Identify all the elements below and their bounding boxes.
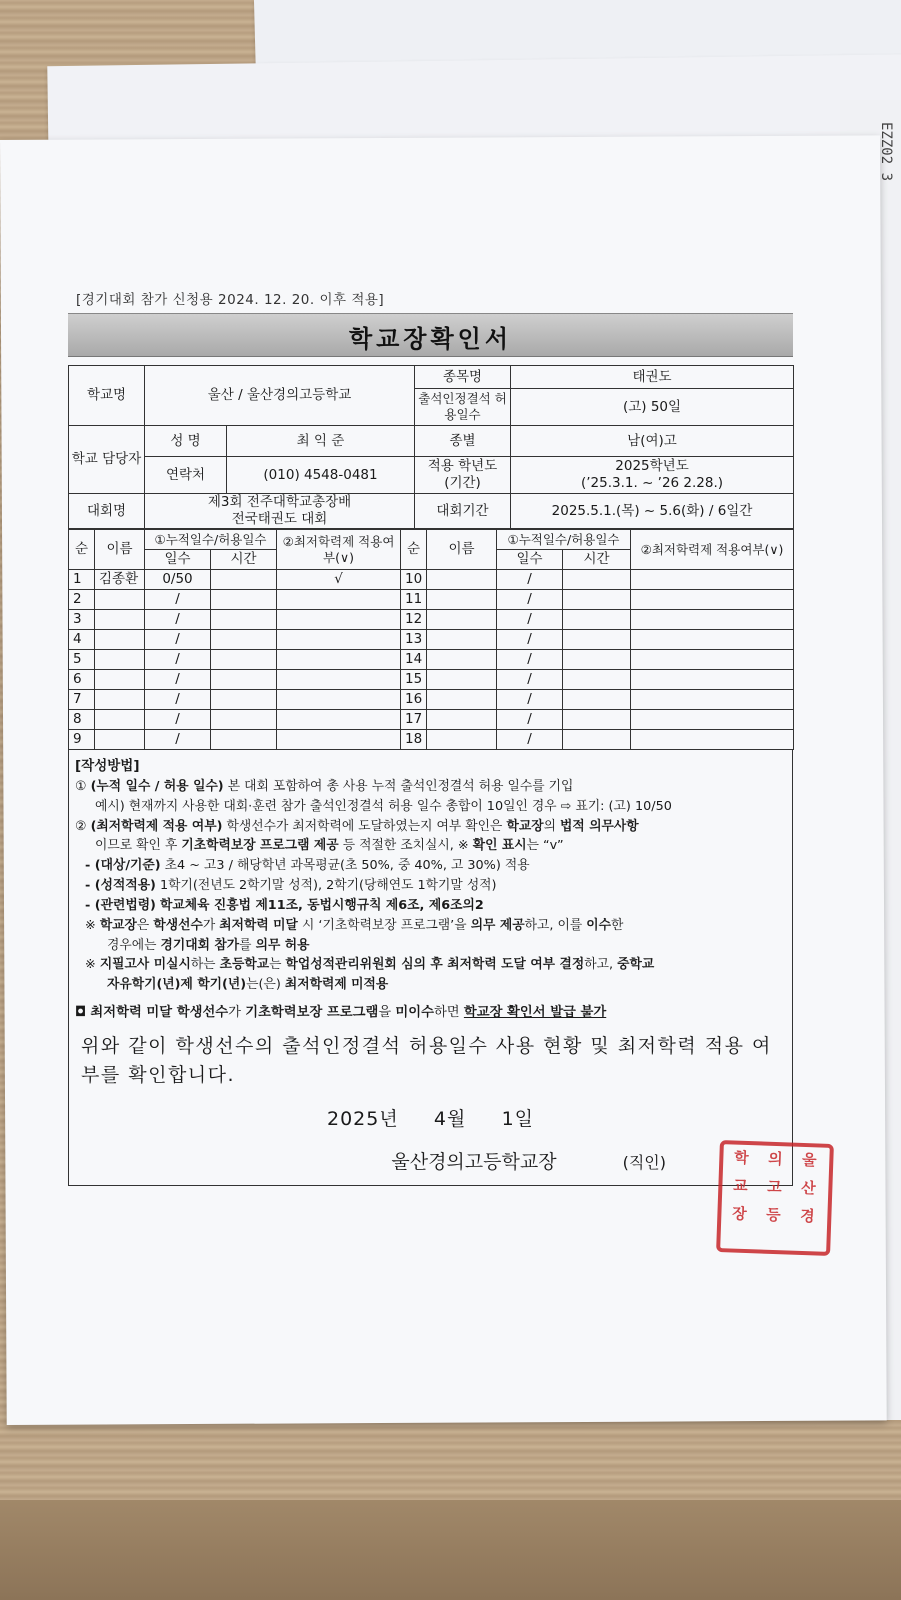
row-days: / — [497, 690, 563, 710]
row-check — [277, 650, 401, 670]
row-check — [631, 610, 794, 630]
school-value: 울산 / 울산경의고등학교 — [145, 366, 415, 426]
row-no: 2 — [69, 590, 95, 610]
row-name — [427, 630, 497, 650]
warning-icon: ◘ — [75, 1005, 87, 1021]
item-bold: 자유학기(년)제 학기(년) — [107, 977, 247, 993]
item-text: 의 — [543, 818, 556, 834]
principal-name: 울산경의고등학교장 — [391, 1150, 557, 1173]
row-check — [631, 670, 794, 690]
header-note: [경기대회 참가 신청용 2024. 12. 20. 이후 적용] — [76, 292, 385, 308]
item-text: 학생선수가 최저학력에 도달하였는지 여부 확인은 — [226, 818, 503, 834]
row-days: / — [145, 710, 211, 730]
row-no: 17 — [401, 710, 427, 730]
item-text: 시 ‘기초학력보장 프로그램’을 — [301, 917, 467, 933]
method-item-1-example: 예시) 현재까지 사용한 대회·훈련 참가 출석인정결석 허용 일수 총합이 10일인 경우 ⇨ 표기: (고) 10/50 — [95, 798, 672, 814]
row-no: 9 — [69, 730, 95, 750]
row-name — [95, 630, 145, 650]
year-label: 적용 학년도 (기간) — [415, 457, 511, 494]
row-time — [211, 590, 277, 610]
seal-char: 경 — [799, 1206, 815, 1226]
row-no: 11 — [401, 590, 427, 610]
seal-char: 울 — [801, 1150, 817, 1170]
item-bold: 학교장 — [506, 818, 544, 834]
row-days: / — [497, 710, 563, 730]
allowed-days-label: 출석인정결석 허용일수 — [415, 389, 511, 426]
confirm-text: 위와 같이 학생선수의 출석인정결석 허용일수 사용 현황 및 최저학력 적용 여부를 확인합니다. — [81, 1034, 772, 1087]
event-cell — [145, 494, 415, 529]
row-time — [563, 650, 631, 670]
row-time — [211, 610, 277, 630]
row-check — [277, 590, 401, 610]
info-table — [68, 365, 794, 529]
row-name — [95, 670, 145, 690]
row-time — [211, 710, 277, 730]
item-bold: 지필고사 미실시 — [99, 957, 191, 973]
table-row — [69, 710, 794, 730]
method-note-1 — [75, 916, 786, 936]
item-bold: - (성적적용) — [85, 878, 156, 894]
row-name: 김종환 — [95, 570, 145, 590]
method-note-1-line2 — [75, 936, 786, 956]
row-no: 5 — [69, 650, 95, 670]
document — [68, 288, 793, 1186]
period-label: 대회기간 — [415, 494, 511, 529]
item-bold: 이수 — [586, 917, 611, 933]
item-text: 한 — [611, 917, 624, 933]
row-time — [211, 570, 277, 590]
col-days: 일수 — [497, 550, 563, 570]
seal-char: 고 — [766, 1177, 782, 1197]
row-days: / — [145, 730, 211, 750]
seal-char: 산 — [800, 1178, 816, 1198]
col-no: 순 — [401, 530, 427, 570]
row-no: 3 — [69, 610, 95, 630]
note-mark: ※ — [85, 957, 96, 973]
row-check — [277, 730, 401, 750]
item-bold: 법적 의무사항 — [560, 818, 639, 834]
date-year: 2025년 — [326, 1107, 399, 1130]
row-check: √ — [277, 570, 401, 590]
method-bullet-grades — [75, 876, 786, 896]
seal-char: 등 — [765, 1205, 781, 1225]
col-time: 시간 — [563, 550, 631, 570]
method-item-2 — [75, 817, 786, 837]
method-heading: [작성방법] — [75, 758, 140, 774]
item-bold: 학교장 확인서 발급 불가 — [463, 1005, 607, 1021]
row-name — [427, 670, 497, 690]
school-label: 학교명 — [69, 366, 145, 426]
row-check — [631, 690, 794, 710]
year-value: 2025학년도 — [615, 458, 689, 475]
desk-edge — [0, 1500, 901, 1600]
item-mark: ② — [75, 818, 87, 834]
row-days: / — [145, 610, 211, 630]
side-note: ЕZZ02 3 — [878, 122, 894, 182]
col-no: 순 — [69, 530, 95, 570]
row-check — [631, 730, 794, 750]
row-time — [563, 570, 631, 590]
table-row — [69, 570, 794, 590]
row-check — [631, 710, 794, 730]
row-time — [563, 730, 631, 750]
row-time — [211, 650, 277, 670]
item-text: 는 “v” — [526, 838, 564, 854]
row-name — [427, 610, 497, 630]
item-text: 등 적절한 조치실시, ※ — [342, 838, 469, 854]
row-no: 15 — [401, 670, 427, 690]
item-bold: 기초학력보장 프로그램 제공 — [181, 838, 339, 854]
item-bold: 의무 제공 — [470, 917, 525, 933]
row-time — [211, 630, 277, 650]
sport-value: 태권도 — [511, 366, 794, 389]
row-days: / — [497, 590, 563, 610]
method-warning — [75, 1003, 786, 1024]
item-bold: 최저학력 미달 — [219, 917, 298, 933]
item-bold: (최저학력제 적용 여부) — [90, 818, 223, 834]
row-days: / — [145, 650, 211, 670]
row-name — [427, 730, 497, 750]
seal-char: 교 — [732, 1176, 748, 1196]
method-item-2-line2 — [75, 836, 786, 856]
item-bold: - (대상/기준) — [85, 858, 161, 874]
col-minimum: ②최저학력제 적용여부(∨) — [277, 530, 401, 570]
method-section — [68, 750, 793, 1186]
row-name — [427, 570, 497, 590]
item-text: 하고, — [584, 957, 614, 973]
col-minimum: ②최저학력제 적용여부(∨) — [631, 530, 794, 570]
contact-label: 연락처 — [145, 457, 227, 494]
method-item-1 — [75, 777, 786, 797]
student-table — [68, 529, 794, 750]
item-bold: 학교장 — [99, 917, 137, 933]
col-cumulative: ①누적일수/허용일수 — [145, 530, 277, 550]
item-text: 가 — [228, 1005, 241, 1021]
item-text: 초4 ~ 고3 / 해당학년 과목평균(초 50%, 중 40%, 고 30%) 적용 — [164, 858, 530, 874]
item-text: 경우에는 — [107, 937, 157, 953]
row-check — [277, 610, 401, 630]
row-name — [95, 610, 145, 630]
method-note-2 — [75, 955, 786, 975]
seal-char: 학 — [733, 1148, 749, 1168]
item-bold: 미이수 — [395, 1005, 434, 1021]
row-name — [427, 710, 497, 730]
row-check — [631, 650, 794, 670]
event-label: 대회명 — [69, 494, 145, 529]
row-days: / — [497, 650, 563, 670]
row-days: / — [497, 570, 563, 590]
item-bold: 확인 표시 — [472, 838, 527, 854]
official-seal — [716, 1140, 834, 1256]
method-bullet-law — [75, 896, 786, 916]
row-check — [277, 670, 401, 690]
row-no: 12 — [401, 610, 427, 630]
item-bold: 최저학력제 미적용 — [284, 977, 389, 993]
period-value: 2025.5.1.(목) ~ 5.6(화) / 6일간 — [511, 494, 794, 529]
item-text: 를 — [239, 937, 252, 953]
item-text: 가 — [202, 917, 216, 933]
table-row — [69, 650, 794, 670]
item-text: 는(은) — [246, 977, 281, 993]
row-days: / — [145, 690, 211, 710]
item-text: 은 — [136, 917, 150, 933]
row-no: 18 — [401, 730, 427, 750]
note-mark: ※ — [85, 917, 96, 933]
type-value: 남(여)고 — [511, 426, 794, 457]
row-no: 4 — [69, 630, 95, 650]
item-text: 이므로 확인 후 — [95, 838, 178, 854]
col-cumulative: ①누적일수/허용일수 — [497, 530, 631, 550]
seal-char: 장 — [731, 1204, 747, 1224]
row-no: 1 — [69, 570, 95, 590]
table-row — [69, 630, 794, 650]
row-days: / — [145, 630, 211, 650]
item-bold: 학교체육 진흥법 제11조, 동법시행규칙 제6조, 제6조의2 — [160, 897, 484, 913]
item-text: 하는 — [190, 957, 216, 973]
item-bold: 최저학력 미달 학생선수 — [90, 1005, 229, 1021]
item-mark: ① — [75, 778, 87, 794]
item-bold: - (관련법령) — [85, 897, 156, 913]
row-no: 8 — [69, 710, 95, 730]
row-name — [95, 650, 145, 670]
document-title: 학교장확인서 — [348, 325, 513, 353]
table-row — [69, 730, 794, 750]
year-cell — [511, 457, 794, 494]
row-days: / — [145, 670, 211, 690]
date-month: 4월 — [433, 1107, 467, 1130]
item-text: 하고, 이를 — [524, 917, 583, 933]
row-time — [563, 590, 631, 610]
student-rows — [69, 570, 794, 750]
row-check — [277, 630, 401, 650]
row-name — [427, 650, 497, 670]
type-label: 종별 — [415, 426, 511, 457]
item-text: 하면 — [433, 1005, 460, 1021]
col-name: 이름 — [95, 530, 145, 570]
row-no: 6 — [69, 670, 95, 690]
item-bold: (누적 일수 / 허용 일수) — [90, 778, 224, 794]
name-label: 성 명 — [145, 426, 227, 457]
row-no: 13 — [401, 630, 427, 650]
row-no: 14 — [401, 650, 427, 670]
date-day: 1일 — [501, 1107, 535, 1130]
row-no: 10 — [401, 570, 427, 590]
row-time — [211, 690, 277, 710]
row-no: 7 — [69, 690, 95, 710]
col-days: 일수 — [145, 550, 211, 570]
item-bold: 기초학력보장 프로그램 — [245, 1005, 379, 1021]
row-name — [95, 590, 145, 610]
item-bold: 중학교 — [617, 957, 655, 973]
item-text: 는 — [269, 957, 282, 973]
event-value-line1: 제3회 전주대학교총장배 — [207, 494, 352, 511]
row-check — [631, 570, 794, 590]
item-text: 1학기(전년도 2학기말 성적), 2학기(당해연도 1학기말 성적) — [160, 878, 497, 894]
method-bullet-target — [75, 856, 786, 876]
item-bold: 학생선수 — [153, 917, 203, 933]
year-period: (’25.3.1. ~ ’26 2.28.) — [580, 475, 724, 491]
table-row — [69, 590, 794, 610]
table-row — [69, 690, 794, 710]
sport-label: 종목명 — [415, 366, 511, 389]
item-bold: 경기대회 참가 — [160, 937, 240, 953]
row-check — [277, 710, 401, 730]
row-name — [95, 730, 145, 750]
row-name — [95, 690, 145, 710]
col-time: 시간 — [211, 550, 277, 570]
row-check — [277, 690, 401, 710]
seal-label: (직인) — [622, 1152, 666, 1172]
manager-label: 학교 담당자 — [69, 426, 145, 494]
issue-date — [75, 1105, 786, 1134]
row-days: 0/50 — [145, 570, 211, 590]
contact-value: (010) 4548-0481 — [227, 457, 415, 494]
item-bold: 의무 허용 — [255, 937, 310, 953]
row-time — [211, 670, 277, 690]
title-bar — [68, 313, 793, 357]
item-bold: 학업성적관리위원회 심의 후 최저학력 도달 여부 결정 — [285, 957, 585, 973]
method-note-2-line2 — [75, 975, 786, 995]
col-name: 이름 — [427, 530, 497, 570]
row-no: 16 — [401, 690, 427, 710]
allowed-days-value: (고) 50일 — [511, 389, 794, 426]
row-days: / — [497, 630, 563, 650]
seal-char: 의 — [767, 1149, 783, 1169]
row-time — [563, 610, 631, 630]
event-value-line2: 전국태권도 대회 — [231, 511, 328, 527]
row-days: / — [497, 610, 563, 630]
row-days: / — [497, 670, 563, 690]
item-bold: 초등학교 — [219, 957, 270, 973]
row-name — [427, 590, 497, 610]
name-value: 최 익 준 — [227, 426, 415, 457]
row-name — [427, 690, 497, 710]
item-text: 을 — [378, 1005, 392, 1021]
row-check — [631, 590, 794, 610]
item-text: 본 대회 포함하여 총 사용 누적 출석인정결석 허용 일수를 기입 — [227, 778, 574, 794]
row-time — [563, 670, 631, 690]
row-days: / — [145, 590, 211, 610]
principal-line — [75, 1148, 786, 1177]
row-days: / — [497, 730, 563, 750]
row-time — [563, 630, 631, 650]
row-time — [563, 690, 631, 710]
row-time — [563, 710, 631, 730]
row-check — [631, 630, 794, 650]
row-time — [211, 730, 277, 750]
table-row — [69, 610, 794, 630]
table-row — [69, 670, 794, 690]
row-name — [95, 710, 145, 730]
